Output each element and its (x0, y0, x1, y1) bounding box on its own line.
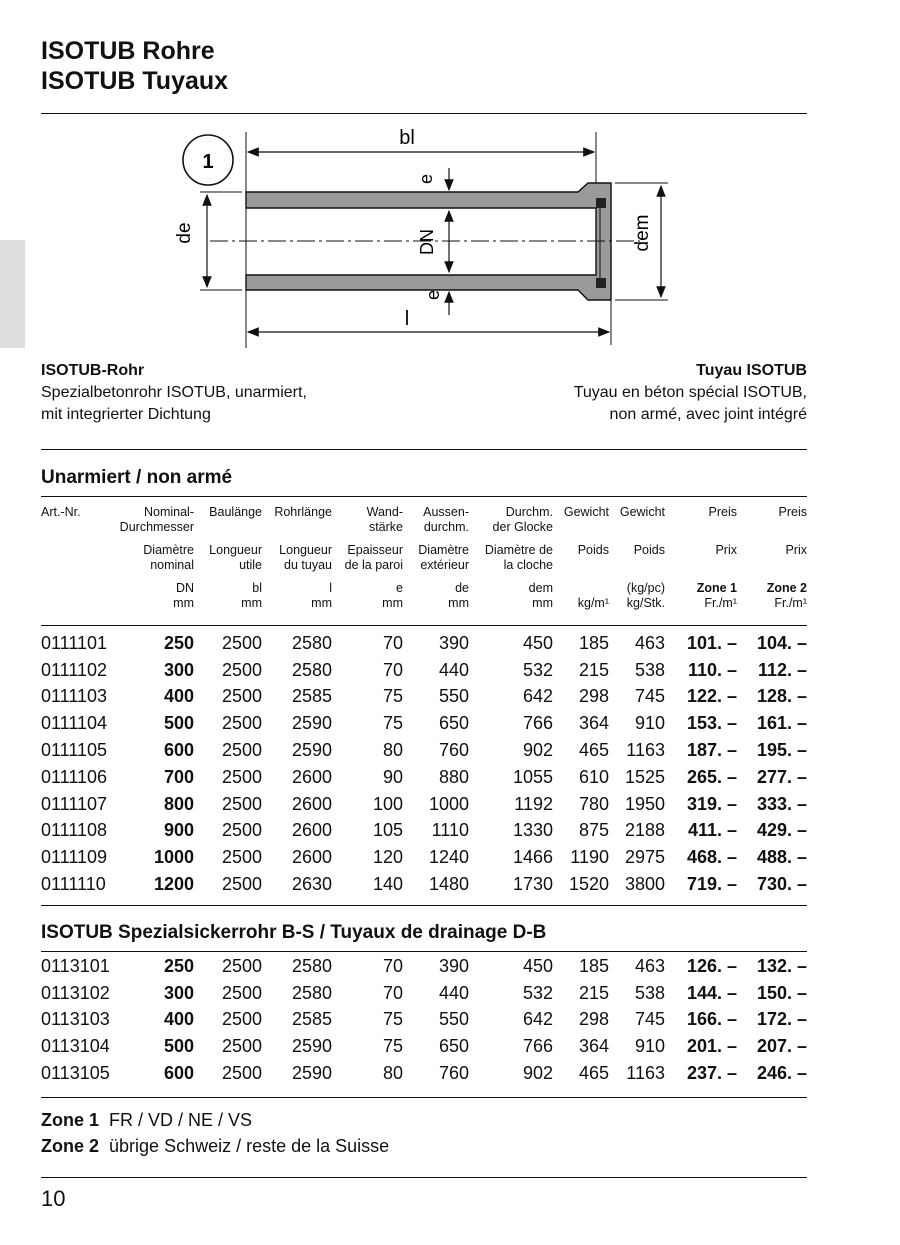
table-cell: 0111105 (41, 740, 108, 761)
table-cell: 2500 (221, 1009, 262, 1030)
table-cell: 1480 (428, 874, 469, 895)
table-cell: 1190 (570, 847, 609, 868)
table-cell: 463 (634, 632, 665, 653)
table-cell: 390 (438, 632, 469, 653)
table-cell: 1192 (514, 793, 553, 814)
table-cell: 120 (372, 847, 403, 868)
divider (41, 496, 807, 497)
header-unit: Fr./m¹ (704, 596, 737, 610)
table-cell: 298 (578, 1009, 609, 1030)
table-cell: 2590 (291, 740, 332, 761)
table-cell: 195. – (756, 740, 807, 761)
table-row (41, 684, 807, 711)
header-zone: Zone 1 (696, 581, 737, 595)
table-cell: 2500 (221, 766, 262, 787)
table-cell: 719. – (686, 874, 737, 895)
table-cell: 1200 (153, 874, 194, 895)
table-cell: 70 (382, 982, 403, 1003)
divider (41, 113, 807, 114)
zone-legend (41, 1107, 389, 1159)
table-cell: 153. – (686, 713, 737, 734)
table-cell: 450 (522, 955, 553, 976)
table-cell: 400 (163, 1009, 194, 1030)
table-cell: 298 (578, 686, 609, 707)
table-cell: 1110 (431, 820, 469, 841)
table-cell: 364 (578, 1036, 609, 1057)
table-cell: 538 (634, 982, 665, 1003)
header-text: Gewicht (563, 505, 609, 519)
price-table-drainage (41, 953, 807, 1087)
header-text: Rohrlänge (274, 505, 332, 519)
table-cell: 185 (578, 955, 609, 976)
description-de-line1: Spezialbetonrohr ISOTUB, unarmiert, (41, 384, 307, 401)
table-cell: 0111104 (41, 713, 108, 734)
table-row (41, 1007, 807, 1034)
table-cell: 0113103 (41, 1009, 110, 1030)
zone-label: Zone 1 (41, 1110, 100, 1130)
table-cell: 75 (382, 686, 403, 707)
table-cell: 2580 (291, 982, 332, 1003)
table-cell: 128. – (756, 686, 807, 707)
title-line-fr: ISOTUB Tuyaux (41, 67, 229, 95)
table-row (41, 844, 807, 871)
table-cell: 550 (438, 686, 469, 707)
table-cell: 70 (382, 632, 403, 653)
section-heading-unreinforced: Unarmiert / non armé (41, 467, 233, 488)
divider (41, 1177, 807, 1178)
header-text: Wand- stärke (366, 505, 403, 534)
header-unit: (kg/pc) kg/Stk. (626, 581, 665, 610)
zone-text: übrige Schweiz / reste de la Suisse (109, 1136, 390, 1156)
title-line-de: ISOTUB Rohre (41, 37, 215, 65)
table-cell: 333. – (756, 793, 807, 814)
side-tab-marker (0, 240, 25, 348)
table-cell: 2500 (221, 847, 262, 868)
table-cell: 880 (438, 766, 469, 787)
table-cell: 2600 (291, 820, 332, 841)
table-cell: 2580 (291, 659, 332, 680)
table-cell: 75 (382, 1009, 403, 1030)
table-cell: 2580 (291, 955, 332, 976)
table-cell: 780 (578, 793, 609, 814)
zone-2-line (41, 1133, 389, 1159)
table-cell: 642 (522, 686, 553, 707)
table-cell: 1330 (512, 820, 553, 841)
table-cell: 1730 (512, 874, 553, 895)
table-cell: 0111102 (41, 659, 108, 680)
table-cell: 80 (382, 1063, 403, 1084)
table-cell: 532 (522, 982, 553, 1003)
table-cell: 1055 (512, 766, 553, 787)
label-e-top: e (416, 173, 436, 185)
label-l: l (404, 308, 410, 330)
table-cell: 2630 (291, 874, 332, 895)
table-cell: 90 (382, 766, 403, 787)
table-cell: 766 (522, 1036, 553, 1057)
table-cell: 2500 (221, 686, 262, 707)
table-cell: 468. – (686, 847, 737, 868)
table-cell: 440 (438, 659, 469, 680)
table-cell: 538 (634, 659, 665, 680)
table-cell: 1466 (512, 847, 553, 868)
table-cell: 2500 (221, 659, 262, 680)
table-cell: 2500 (221, 1063, 262, 1084)
table-cell: 250 (163, 632, 194, 653)
table-cell: 0111101 (41, 632, 108, 653)
table-row (41, 953, 807, 980)
table-cell: 910 (634, 1036, 665, 1057)
table-cell: 1163 (626, 740, 665, 761)
header-unit: de mm (448, 581, 469, 610)
table-cell: 500 (163, 713, 194, 734)
description-fr-title: Tuyau ISOTUB (696, 362, 807, 379)
label-bl: bl (399, 127, 415, 149)
table-cell: 132. – (756, 955, 807, 976)
table-cell: 161. – (756, 713, 807, 734)
table-cell: 201. – (686, 1036, 737, 1057)
table-cell: 80 (382, 740, 403, 761)
divider (41, 625, 807, 626)
section-heading-drainage: ISOTUB Spezialsickerrohr B-S / Tuyaux de drainage D-B (41, 922, 547, 943)
description-de-title: ISOTUB-Rohr (41, 362, 145, 379)
header-text: Prix (785, 543, 807, 557)
table-cell: 2580 (291, 632, 332, 653)
table-cell: 1240 (428, 847, 469, 868)
table-cell: 2500 (221, 1036, 262, 1057)
table-cell: 2500 (221, 740, 262, 761)
table-cell: 760 (438, 740, 469, 761)
table-cell: 642 (522, 1009, 553, 1030)
price-table-unreinforced (41, 630, 807, 898)
header-text: Diamètre de la cloche (484, 543, 553, 572)
table-cell: 2590 (291, 1063, 332, 1084)
header-text: Durchm. der Glocke (492, 505, 553, 534)
table-cell: 400 (163, 686, 194, 707)
table-cell: 0111106 (41, 766, 108, 787)
table-cell: 2590 (291, 713, 332, 734)
table-cell: 101. – (686, 632, 737, 653)
table-cell: 0113104 (41, 1036, 110, 1057)
table-cell: 150. – (756, 982, 807, 1003)
label-dn: DN (417, 229, 437, 255)
table-cell: 910 (634, 713, 665, 734)
table-cell: 75 (382, 1036, 403, 1057)
table-cell: 75 (382, 713, 403, 734)
label-e-bottom: e (423, 289, 443, 301)
table-cell: 902 (522, 740, 553, 761)
table-cell: 250 (163, 955, 194, 976)
divider (41, 951, 807, 952)
header-text: Preis (708, 505, 737, 519)
table-cell: 300 (163, 659, 194, 680)
table-row (41, 657, 807, 684)
table-cell: 300 (163, 982, 194, 1003)
zone-label: Zone 2 (41, 1136, 100, 1156)
table-cell: 2188 (624, 820, 665, 841)
table-cell: 730. – (756, 874, 807, 895)
table-row (41, 818, 807, 845)
table-cell: 610 (578, 766, 609, 787)
table-cell: 532 (522, 659, 553, 680)
divider (41, 1097, 807, 1098)
header-text: Gewicht (619, 505, 665, 519)
table-cell: 364 (578, 713, 609, 734)
table-cell: 700 (163, 766, 194, 787)
table-row (41, 710, 807, 737)
table-cell: 237. – (686, 1063, 737, 1084)
table-cell: 0113102 (41, 982, 110, 1003)
description-fr-line1: Tuyau en béton spécial ISOTUB, (573, 384, 807, 401)
zone-1-line (41, 1107, 389, 1133)
divider (41, 905, 807, 906)
header-text: Poids (577, 543, 609, 557)
table-cell: 2500 (221, 955, 262, 976)
table-cell: 105 (372, 820, 403, 841)
table-row (41, 980, 807, 1007)
header-text: Preis (778, 505, 807, 519)
table-cell: 1163 (626, 1063, 665, 1084)
table-cell: 650 (438, 713, 469, 734)
table-cell: 100 (372, 793, 403, 814)
table-cell: 277. – (756, 766, 807, 787)
table-cell: 2600 (291, 766, 332, 787)
table-cell: 800 (163, 793, 194, 814)
table-cell: 166. – (686, 1009, 737, 1030)
header-text: Diamètre extérieur (418, 543, 469, 572)
header-unit: kg/m¹ (577, 596, 609, 610)
table-cell: 0111109 (41, 847, 108, 868)
table-cell: 429. – (756, 820, 807, 841)
description-de (41, 360, 307, 426)
table-cell: 1520 (568, 874, 609, 895)
table-cell: 2975 (624, 847, 665, 868)
description-de-line2: mit integrierter Dichtung (41, 406, 211, 423)
table-cell: 2590 (291, 1036, 332, 1057)
table-cell: 144. – (686, 982, 737, 1003)
header-text: Diamètre nominal (143, 543, 194, 572)
table-cell: 2585 (291, 686, 332, 707)
table-cell: 600 (163, 1063, 194, 1084)
table-cell: 215 (578, 982, 609, 1003)
table-cell: 2500 (221, 982, 262, 1003)
table-cell: 3800 (624, 874, 665, 895)
table-cell: 0111108 (41, 820, 108, 841)
header-text: Longueur du tuyau (279, 543, 332, 572)
table-cell: 0111103 (41, 686, 108, 707)
description-fr (574, 360, 807, 426)
table-cell: 488. – (756, 847, 807, 868)
table-cell: 70 (382, 955, 403, 976)
table-cell: 0113105 (41, 1063, 110, 1084)
table-cell: 465 (578, 740, 609, 761)
table-cell: 172. – (756, 1009, 807, 1030)
header-text: Poids (633, 543, 665, 557)
pipe-diagram (170, 120, 690, 355)
table-cell: 187. – (686, 740, 737, 761)
table-cell: 1000 (428, 793, 469, 814)
header-text: Prix (715, 543, 737, 557)
table-cell: 745 (634, 1009, 665, 1030)
table-cell: 1000 (153, 847, 194, 868)
table-cell: 760 (438, 1063, 469, 1084)
table-cell: 600 (163, 740, 194, 761)
table-row (41, 1060, 807, 1087)
header-unit: l mm (311, 581, 332, 610)
table-cell: 650 (438, 1036, 469, 1057)
table-cell: 500 (163, 1036, 194, 1057)
label-dem: dem (632, 214, 653, 252)
table-cell: 126. – (686, 955, 737, 976)
table-cell: 766 (522, 713, 553, 734)
table-cell: 902 (522, 1063, 553, 1084)
table-cell: 70 (382, 659, 403, 680)
zone-text: FR / VD / NE / VS (109, 1110, 253, 1130)
table-cell: 390 (438, 955, 469, 976)
table-cell: 465 (578, 1063, 609, 1084)
header-unit: dem mm (528, 581, 553, 610)
table-cell: 104. – (756, 632, 807, 653)
table-cell: 875 (578, 820, 609, 841)
header-unit: e mm (382, 581, 403, 610)
header-text: Aussen- durchm. (423, 505, 469, 534)
table-cell: 207. – (756, 1036, 807, 1057)
divider (41, 449, 807, 450)
label-de: de (174, 222, 195, 244)
table-cell: 2585 (291, 1009, 332, 1030)
table-cell: 1525 (624, 766, 665, 787)
table-cell: 2600 (291, 793, 332, 814)
table-cell: 440 (438, 982, 469, 1003)
table-cell: 112. – (757, 659, 807, 680)
header-unit: DN mm (173, 581, 194, 610)
table-cell: 265. – (686, 766, 737, 787)
table-row (41, 791, 807, 818)
table-cell: 246. – (756, 1063, 807, 1084)
table-cell: 450 (522, 632, 553, 653)
header-text: Nominal- Durchmesser (119, 505, 194, 534)
header-text: Art.-Nr. (41, 505, 81, 519)
table-row (41, 630, 807, 657)
table-cell: 215 (578, 659, 609, 680)
header-zone: Zone 2 (766, 581, 807, 595)
table-cell: 110. – (687, 659, 737, 680)
table-cell: 0111107 (41, 793, 108, 814)
table-cell: 745 (634, 686, 665, 707)
page-number: 10 (41, 1186, 66, 1211)
table-cell: 900 (163, 820, 194, 841)
table-cell: 463 (634, 955, 665, 976)
diagram-number: 1 (202, 151, 214, 173)
table-cell: 2500 (221, 820, 262, 841)
table-cell: 2500 (221, 713, 262, 734)
table-cell: 2500 (221, 632, 262, 653)
table-cell: 2500 (221, 874, 262, 895)
table-cell: 550 (438, 1009, 469, 1030)
table-cell: 319. – (686, 793, 737, 814)
header-text: Epaisseur de la paroi (344, 543, 403, 572)
page-title (41, 36, 228, 96)
table-cell: 185 (578, 632, 609, 653)
table-cell: 411. – (687, 820, 737, 841)
table-row (41, 871, 807, 898)
table-row (41, 1033, 807, 1060)
table-cell: 0113101 (41, 955, 110, 976)
header-unit: Fr./m¹ (774, 596, 807, 610)
table-cell: 0111110 (41, 874, 106, 895)
description-fr-line2: non armé, avec joint intégré (609, 406, 807, 423)
table-cell: 2500 (221, 793, 262, 814)
table-header (41, 505, 807, 619)
table-cell: 1950 (624, 793, 665, 814)
header-unit: bl mm (241, 581, 262, 610)
header-text: Longueur utile (209, 543, 262, 572)
table-cell: 122. – (686, 686, 737, 707)
table-cell: 140 (372, 874, 403, 895)
header-text: Baulänge (209, 505, 262, 519)
table-cell: 2600 (291, 847, 332, 868)
table-row (41, 764, 807, 791)
table-row (41, 737, 807, 764)
